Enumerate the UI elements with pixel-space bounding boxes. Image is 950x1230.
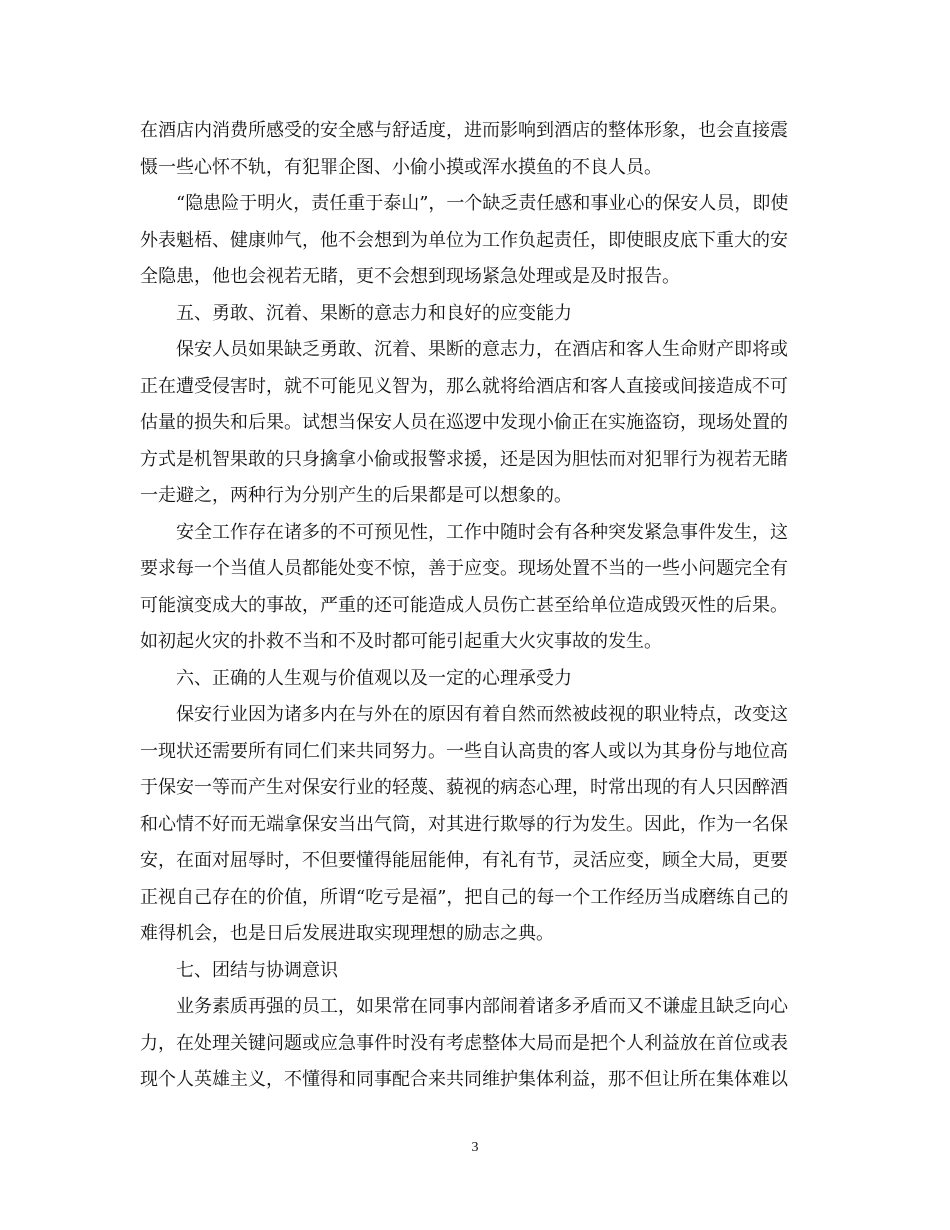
text-line: 在酒店内消费所感受的安全感与舒适度，进而影响到酒店的整体形象，也会直接震 (140, 120, 788, 141)
text-line: 外表魁梧、健康帅气，他不会想到为单位为工作负起责任，即使眼皮底下重大的安 (140, 229, 788, 251)
text-line: 可能演变成大的事故，严重的还可能造成人员伤亡甚至给单位造成毁灭性的后果。 (140, 594, 788, 616)
text-line: 力，在处理关键问题或应急事件时没有考虑整体大局而是把个人利益放在首位或表 (140, 1032, 788, 1054)
text-line: 全隐患，他也会视若无睹，更不会想到现场紧急处理或是及时报告。 (140, 266, 680, 287)
text-line: 正视自己存在的价值，所谓“吃亏是福”，把自己的每一个工作经历当成磨练自己的 (140, 886, 789, 908)
text-line: 保安行业因为诸多内在与外在的原因有着自然而然被歧视的职业特点，改变这 (176, 704, 788, 725)
text-line: 一走避之，两种行为分别产生的后果都是可以想象的。 (140, 485, 572, 506)
text-line: 业务素质再强的员工，如果常在同事内部闹着诸多矛盾而又不谦虚且缺乏向心 (176, 996, 788, 1017)
text-line: 方式是机智果敢的只身擒拿小偷或报警求援，还是因为胆怯而对犯罪行为视若无睹 (140, 448, 788, 470)
document-body (140, 113, 820, 1099)
text-line: 如初起火灾的扑救不当和不及时都可能引起重大火灾事故的发生。 (140, 631, 662, 652)
text-line: 估量的损失和后果。试想当保安人员在巡逻中发现小偷正在实施盗窃，现场处置的 (140, 412, 788, 433)
text-line: 现个人英雄主义，不懂得和同事配合来共同维护集体利益，那不但让所在集体难以 (140, 1069, 788, 1090)
text-line: 七、团结与协调意识 (176, 959, 338, 981)
text-line: 难得机会，也是日后发展进取实现理想的励志之典。 (140, 923, 554, 944)
text-line: 正在遭受侵害时，就不可能见义智为，那么就将给酒店和客人直接或间接造成不可 (140, 375, 788, 397)
page-number: 3 (471, 1140, 479, 1155)
text-line: 一现状还需要所有同仁们来共同努力。一些自认高贵的客人或以为其身份与地位高 (140, 740, 788, 762)
text-line: 安全工作存在诸多的不可预见性，工作中随时会有各种突发紧急事件发生，这 (176, 521, 788, 543)
text-line: 六、正确的人生观与价值观以及一定的心理承受力 (176, 667, 572, 689)
text-line: 五、勇敢、沉着、果断的意志力和良好的应变能力 (176, 302, 572, 324)
text-line: 于保安一等而产生对保安行业的轻蔑、藐视的病态心理，时常出现的有人只因醉酒 (140, 777, 788, 798)
text-line: 安，在面对屈辱时，不但要懂得能屈能伸，有礼有节，灵活应变，顾全大局，更要 (140, 850, 788, 871)
text-line: 慑一些心怀不轨，有犯罪企图、小偷小摸或浑水摸鱼的不良人员。 (140, 156, 662, 178)
text-line: 和心情不好而无端拿保安当出气筒，对其进行欺辱的行为发生。因此，作为一名保 (140, 813, 788, 835)
text-line: 要求每一个当值人员都能处变不惊，善于应变。现场处置不当的一些小问题完全有 (140, 558, 788, 579)
text-line: “隐患险于明火，责任重于泰山”，一个缺乏责任感和事业心的保安人员，即使 (176, 193, 789, 214)
text-line: 保安人员如果缺乏勇敢、沉着、果断的意志力，在酒店和客人生命财产即将或 (176, 339, 788, 360)
